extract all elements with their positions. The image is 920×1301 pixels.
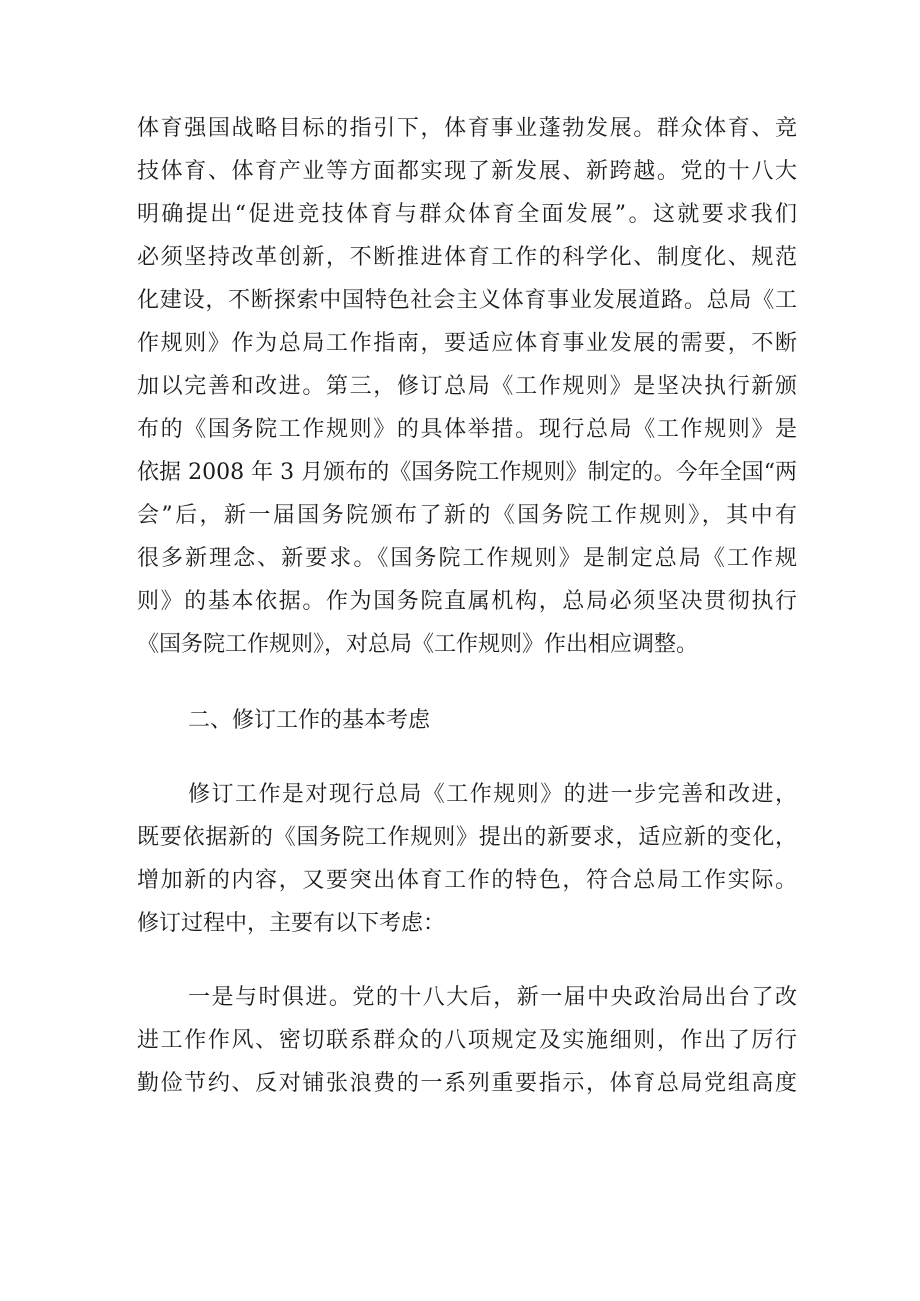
paragraph-1-line-10: 会”后，新一届国务院颁布了新的《国务院工作规则》，其中有 [137, 503, 797, 528]
paragraph-3-line-1: 一是与时俱进。党的十八大后，新一届中央政治局出台了改 [188, 985, 797, 1010]
paragraph-1-line-3: 明确提出“促进竞技体育与群众体育全面发展”。这就要求我们 [137, 202, 797, 227]
paragraph-1-line-9: 依据 2008 年 3 月颁布的《国务院工作规则》制定的。今年全国“两 [137, 460, 797, 485]
paragraph-1-line-12: 则》的基本依据。作为国务院直属机构，总局必须坚决贯彻执行 [137, 589, 797, 614]
paragraph-1-line-11: 很多新理念、新要求。《国务院工作规则》是制定总局《工作规 [137, 546, 797, 571]
paragraph-1-line-2: 技体育、体育产业等方面都实现了新发展、新跨越。党的十八大 [137, 159, 797, 184]
paragraph-1-line-13: 《国务院工作规则》，对总局《工作规则》作出相应调整。 [137, 632, 699, 657]
paragraph-1-line-1: 体育强国战略目标的指引下，体育事业蓬勃发展。群众体育、竞 [137, 116, 797, 141]
section-heading: 二、修订工作的基本考虑 [188, 708, 431, 733]
paragraph-1-line-4: 必须坚持改革创新，不断推进体育工作的科学化、制度化、规范 [137, 245, 797, 270]
paragraph-1-line-6: 作规则》作为总局工作指南，要适应体育事业发展的需要，不断 [137, 331, 797, 356]
paragraph-2-line-3: 增加新的内容，又要突出体育工作的特色，符合总局工作实际。 [137, 868, 797, 893]
paragraph-2-line-1: 修订工作是对现行总局《工作规则》的进一步完善和改进， [188, 782, 797, 807]
paragraph-2-line-4: 修订过程中，主要有以下考虑： [137, 911, 446, 936]
paragraph-3-line-2: 进工作作风、密切联系群众的八项规定及实施细则，作出了厉行 [137, 1028, 797, 1053]
paragraph-1-line-8: 布的《国务院工作规则》的具体举措。现行总局《工作规则》是 [137, 417, 797, 442]
paragraph-1-line-7: 加以完善和改进。第三，修订总局《工作规则》是坚决执行新颁 [137, 374, 797, 399]
paragraph-2-line-2: 既要依据新的《国务院工作规则》提出的新要求，适应新的变化， [137, 825, 797, 850]
paragraph-1-line-5: 化建设，不断探索中国特色社会主义体育事业发展道路。总局《工 [137, 288, 797, 313]
paragraph-3-line-3: 勤俭节约、反对铺张浪费的一系列重要指示，体育总局党组高度 [137, 1071, 797, 1096]
